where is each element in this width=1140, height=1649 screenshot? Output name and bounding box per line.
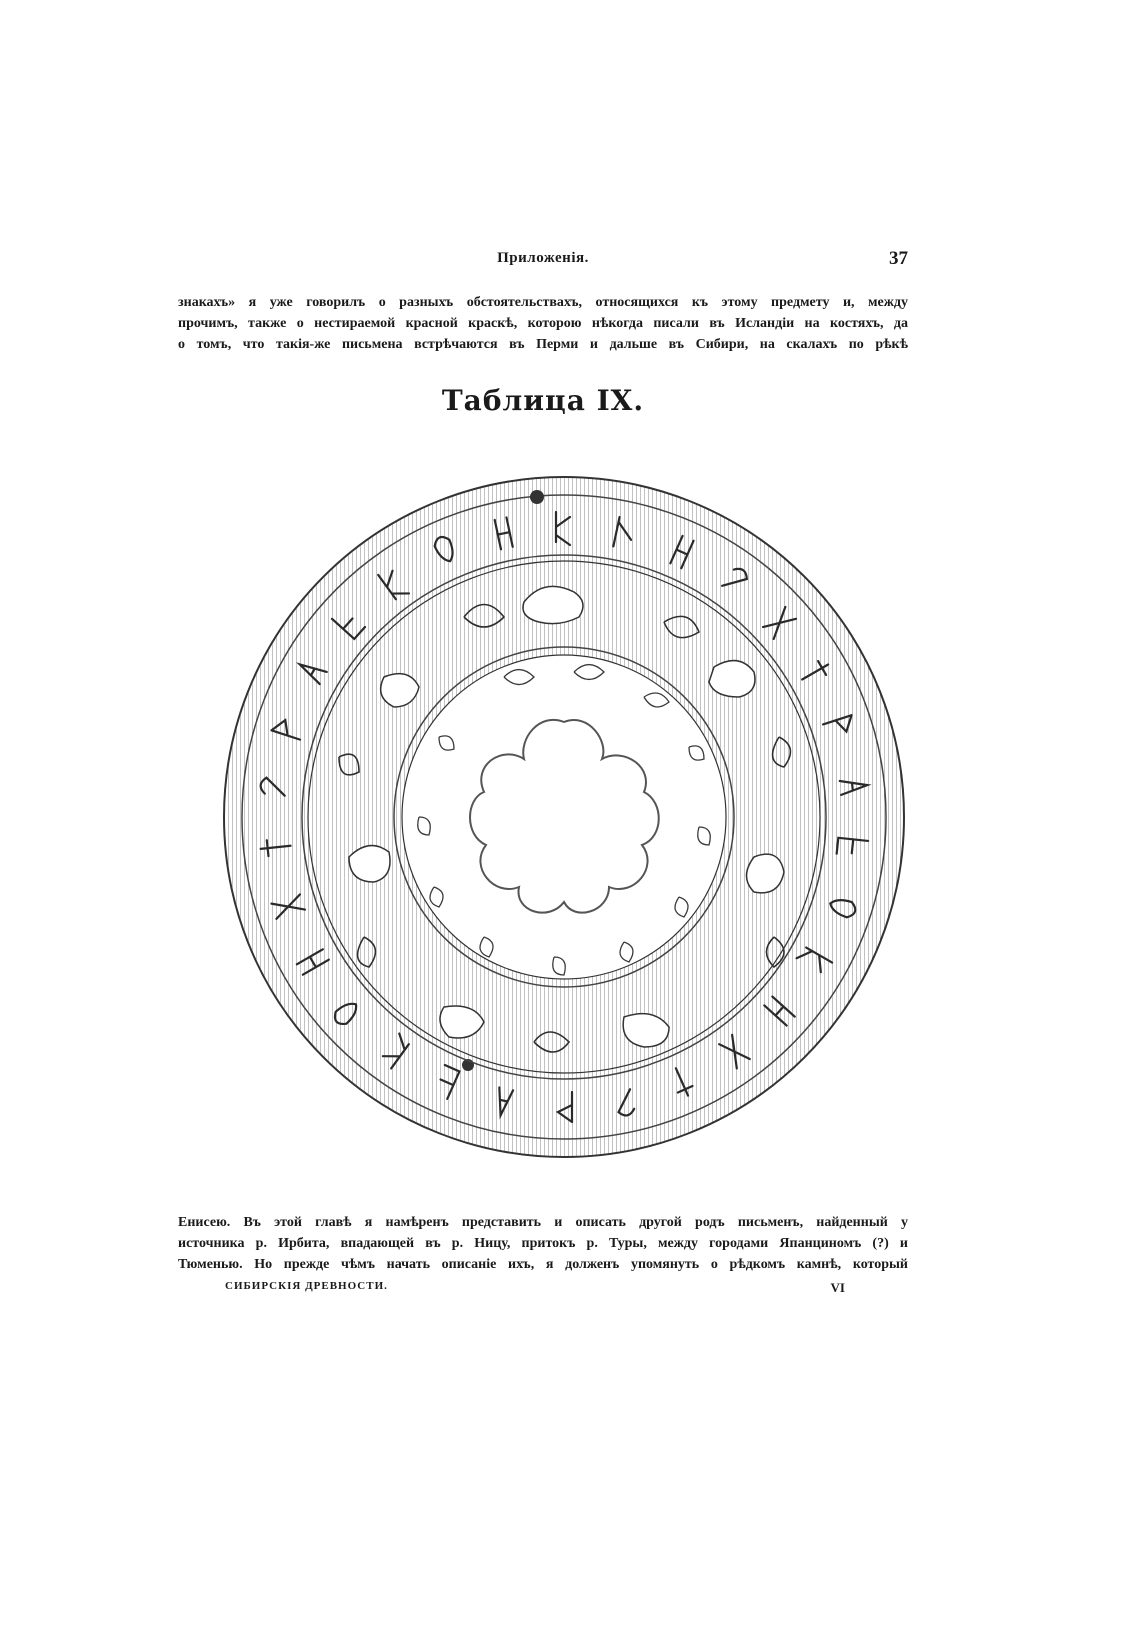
text-line: источника р. Ирбита, впадающей въ р. Ницу, притокъ р. Туры, между городами Япанциномъ (?) и [178,1236,908,1251]
paragraph-bottom [178,1212,908,1275]
running-head [178,250,908,274]
paragraph-top [178,292,908,355]
engraved-disc-illustration [212,452,924,1192]
rivet-hole [530,490,544,504]
plate-title: Таблица IX. [441,384,645,417]
text-line: знакахъ» я уже говорилъ о разныхъ обстоятельствахъ, относящихся къ этому предмету и, между [178,295,908,310]
text-line: о томъ, что такія-же письмена встрѣчаются въ Перми и дальше въ Сибири, на скалахъ по рѣкѣ [178,337,908,352]
text-line: Тюменью. Но прежде чѣмъ начать описаніе ихъ, я долженъ упомянуть о рѣдкомъ камнѣ, который [178,1257,908,1272]
running-title: Приложенія. [497,250,589,266]
text-line: Енисею. Въ этой главѣ я намѣренъ представить и описать другой родъ письменъ, найденный у [178,1215,908,1230]
signature-line [225,1280,845,1298]
signature-title: СИБИРСКІЯ ДРЕВНОСТИ. [225,1280,388,1292]
page-number: 37 [889,248,908,269]
signature-number: VI [830,1280,845,1295]
text-line: прочимъ, также о нестираемой красной краскѣ, которою нѣкогда писали въ Исландіи на костяхъ, да [178,316,908,331]
